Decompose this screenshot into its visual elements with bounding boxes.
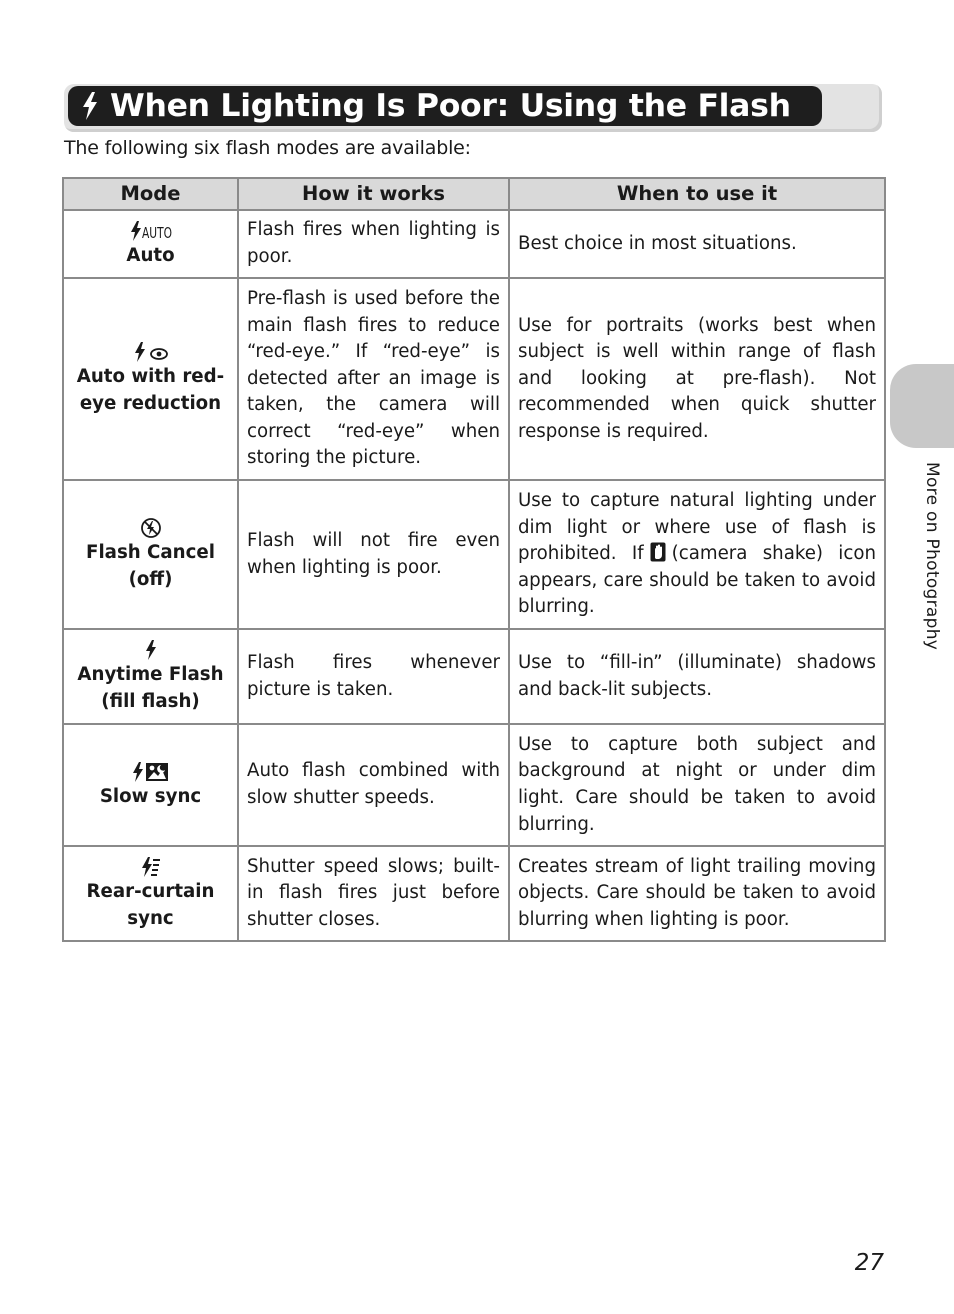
when-to-use-cell: Best choice in most situations. [509, 210, 885, 278]
section-tab [890, 364, 954, 448]
mode-label: Flash Cancel (off) [86, 541, 215, 590]
flash-anytime-icon [144, 639, 158, 661]
table-row [63, 846, 885, 941]
mode-label: Rear-curtain sync [86, 880, 215, 929]
mode-cell [63, 278, 238, 480]
table-row [63, 278, 885, 480]
mode-cell [63, 629, 238, 724]
mode-label: Auto [126, 244, 175, 266]
flash-auto-icon [129, 220, 173, 242]
mode-cell [63, 724, 238, 846]
flash-rear-curtain-icon [140, 856, 162, 878]
table-row [63, 724, 885, 846]
page-title: When Lighting Is Poor: Using the Flash [110, 88, 791, 124]
section-tab-label: More on Photography [922, 462, 942, 651]
how-it-works-cell: Pre-flash is used before the main flash fires to reduce “red-eye.” If “red-eye” is detected after an image is taken, the camera will correct “red-eye” when storing the picture. [238, 278, 509, 480]
how-it-works-cell: Flash fires whenever picture is taken. [238, 629, 509, 724]
intro-text: The following six flash modes are available: [64, 137, 471, 159]
flash-slow-sync-icon [131, 761, 171, 783]
table-row [63, 629, 885, 724]
mode-cell [63, 480, 238, 629]
when-text-after: (camera shake) icon appears, care should be taken to avoid blurring. [518, 543, 877, 618]
header-when-to-use: When to use it [509, 178, 885, 210]
how-it-works-cell: Auto flash combined with slow shutter speeds. [238, 724, 509, 846]
header-mode: Mode [63, 178, 238, 210]
when-to-use-cell [509, 480, 885, 629]
mode-cell [63, 846, 238, 941]
how-it-works-cell: Shutter speed slows; built-in flash fires just before shutter closes. [238, 846, 509, 941]
table-row [63, 210, 885, 278]
when-to-use-cell: Creates stream of light trailing moving objects. Care should be taken to avoid blurring when lighting is poor. [509, 846, 885, 941]
when-text-before: Use to capture natural lighting under dim light or where use of flash is prohibited. If [518, 490, 876, 565]
when-to-use-cell: Use to capture both subject and background at night or under dim light. Care should be taken to avoid blurring. [509, 724, 885, 846]
how-it-works-cell: Flash fires when lighting is poor. [238, 210, 509, 278]
when-to-use-cell: Use to “fill-in” (illuminate) shadows and back-lit subjects. [509, 629, 885, 724]
mode-label: Slow sync [99, 785, 202, 807]
when-to-use-cell: Use for portraits (works best when subject is well within range of flash and looking at pre-flash). Not recommended when quick shutter response is required. [509, 278, 885, 480]
svg-text:AUTO: AUTO [141, 223, 172, 242]
table-header-row [63, 178, 885, 210]
mode-label: Anytime Flash (fill flash) [77, 663, 224, 712]
flash-icon [80, 91, 100, 121]
table-row [63, 480, 885, 629]
camera-shake-icon [650, 542, 666, 562]
how-it-works-cell: Flash will not fire even when lighting is poor. [238, 480, 509, 629]
page-number: 27 [854, 1250, 884, 1276]
mode-cell [63, 210, 238, 278]
header-how-it-works: How it works [238, 178, 509, 210]
flash-cancel-icon [140, 517, 162, 539]
flash-red-eye-icon [133, 341, 169, 363]
title-banner [68, 86, 822, 126]
flash-modes-table [62, 177, 886, 942]
mode-label: Auto with red-eye reduction [76, 366, 225, 414]
